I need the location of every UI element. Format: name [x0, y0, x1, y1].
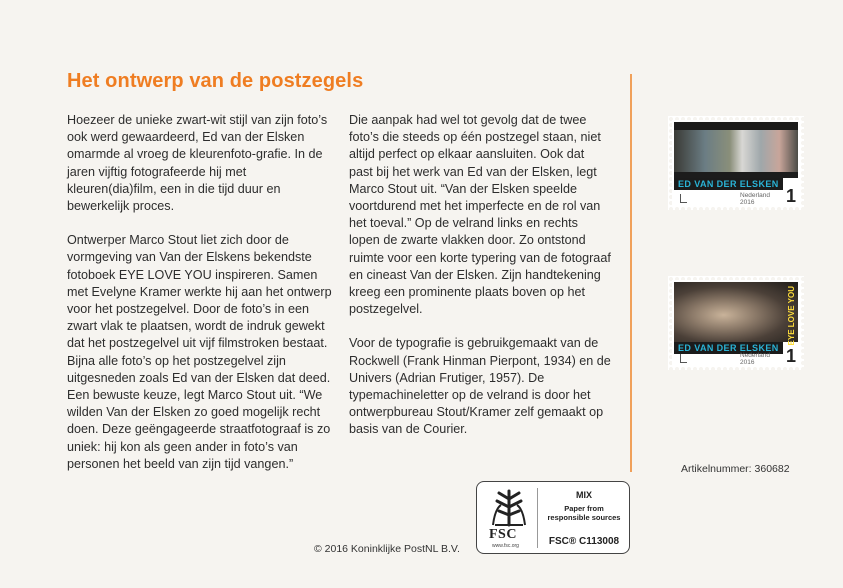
fsc-divider — [537, 488, 538, 548]
fsc-label — [476, 481, 630, 554]
paragraph: Ontwerper Marco Stout liet zich door de vormgeving van Van der Elskens bekendste fotoboek EYE LOVE YOU inspireren. Samen met Evelyne Kramer werkte hij aan het ontwerp voor het postzegelvel. Door de foto’s in een zwart vlak te plaatsen, wordt de indruk gewekt dat het postzegelvel uit vijf filmstroken bestaat. Bijna alle foto’s op het postzegelvel zijn uitgesneden zoals Ed van der Elsken dat deed. Een bewuste keuze, legt Marco Stout uit. “We wilden Van der Elsken zo goed mogelijk recht doen. Deze geëngageerde straatfotograaf is zo uniek: hij kon als geen ander in foto’s van personen het beeld van zijn tijd vangen.” — [67, 233, 332, 471]
stamp-face — [672, 280, 800, 366]
paragraph: Hoezeer de unieke zwart-wit stijl van zijn foto’s ook werd gewaardeerd, Ed van der Elsken omarmde al vroeg de kleurenfoto-grafie. In de jaren vijftig fotografeerde hij met kleuren(dia)film, een in die tijd duur en bewerkelijk proces. — [67, 113, 328, 214]
fsc-mix: MIX — [575, 490, 592, 500]
stamp-side-text: EYE LOVE YOU — [787, 286, 796, 346]
fsc-wordmark: FSC — [489, 527, 517, 542]
fsc-paper-line: responsible sources — [547, 513, 621, 522]
stamp-corner-mark — [680, 354, 687, 363]
copyright: © 2016 Koninklijke PostNL B.V. — [314, 543, 460, 555]
text-column-right — [349, 112, 611, 456]
stamp-country — [740, 192, 770, 206]
stamp-value: 1 — [785, 346, 796, 366]
stamp-title: ED VAN DER ELSKEN — [674, 342, 783, 354]
stamp-year: 2016 — [740, 199, 755, 206]
paragraph: Die aanpak had wel tot gevolg dat de twee foto’s die steeds op één postzegel staan, niet altijd perfect op elkaar aansluiten. Ook dat past bij het werk van Ed van der Elsken, legt Marco Stout uit. “Van der Elsken speelde voortdurend met het imperfecte en de rol van het toeval.” Op de velrand links en rechts lopen de zwarte vlakken door. Zo ontstond ruimte voor een korte typering van de fotograaf en cineast Van der Elsken. Zijn handtekening kreeg een prominente plaats boven op het postzegelvel. — [349, 113, 611, 317]
paragraph: Voor de typografie is gebruikgemaakt van de Rockwell (Frank Hinman Pierpont, 1934) en de Univers (Adrian Frutiger, 1957). De typemachineletter op de velrand is door het ontwerpbureau Stout/Kramer zelf gemaakt op basis van de Courier. — [349, 336, 611, 437]
stamp-photo — [674, 282, 798, 342]
page-title: Het ontwerp van de postzegels — [67, 70, 364, 92]
stamp-corner-mark — [680, 194, 687, 203]
text-column-left — [67, 112, 333, 490]
stamp-title: ED VAN DER ELSKEN — [674, 178, 783, 190]
fsc-paper-line: Paper from — [564, 504, 604, 513]
fsc-paper-text — [541, 504, 627, 522]
stamp-image — [668, 276, 804, 370]
stamp-country-name: Nederland — [740, 352, 770, 359]
stamp-country-name: Nederland — [740, 192, 770, 199]
fsc-code: FSC® C113008 — [548, 536, 620, 547]
column-divider — [630, 74, 632, 472]
fsc-url: www.fsc.org — [492, 543, 519, 549]
stamp-year: 2016 — [740, 359, 755, 366]
stamp-face — [672, 120, 800, 206]
article-number: Artikelnummer: 360682 — [681, 463, 790, 475]
stamp-value: 1 — [785, 186, 796, 206]
stamp-image — [668, 116, 804, 210]
stamp-photo — [674, 122, 798, 178]
stamp-country — [740, 352, 770, 366]
